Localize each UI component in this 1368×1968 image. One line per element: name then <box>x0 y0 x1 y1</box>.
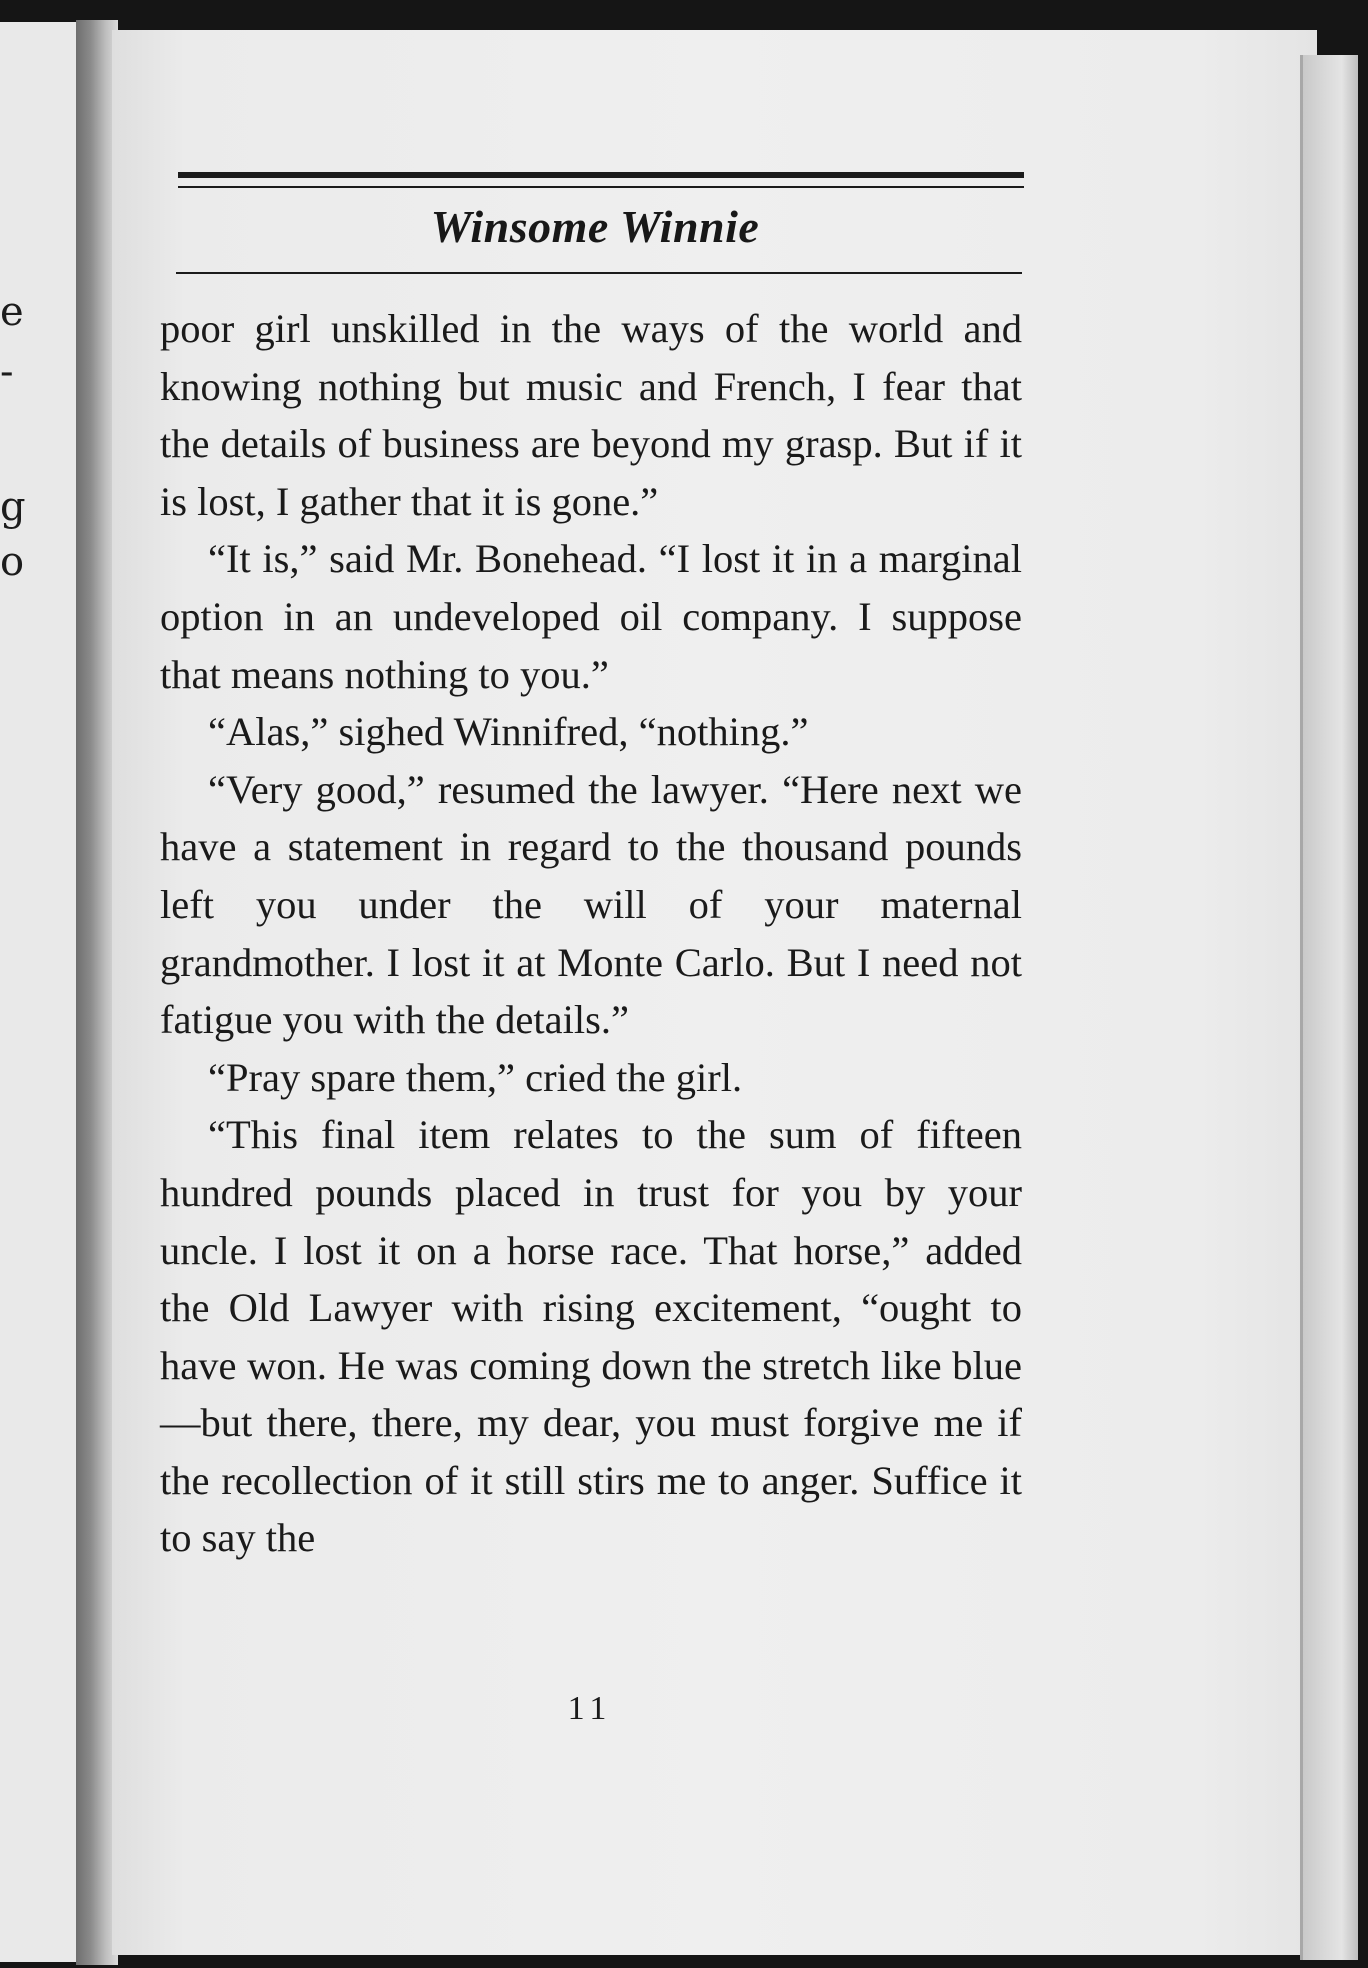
paragraph: “Very good,” resumed the lawyer. “Here next we have a statement in regard to the thousand pounds left you under the will of your maternal grandmother. I lost it at Monte Carlo. But I need not fatigue you with the details.” <box>160 766 1022 1043</box>
left-page-fragment: e <box>0 289 24 335</box>
paragraph: “Alas,” sighed Winnifred, “nothing.” <box>208 709 809 755</box>
left-facing-page <box>0 22 88 1962</box>
left-page-fragment: g <box>0 484 26 530</box>
page-number: 11 <box>567 1690 613 1727</box>
header-rule-thick <box>178 172 1024 178</box>
left-page-fragment: o <box>0 539 25 585</box>
paragraph: “This final item relates to the sum of fifteen hundred pounds placed in trust for you by your uncle. I lost it on a horse race. That horse,” added the Old Lawyer with rising excitement, “ought to have won. He was coming down the stretch like blue—but there, there, my dear, you must forgive me if the recollection of it still stirs me to anger. Suffice it to say the <box>160 1112 1022 1561</box>
left-page-fragment: - <box>0 349 14 395</box>
paragraph: “Pray spare them,” cried the girl. <box>208 1054 743 1100</box>
header-rule-thin <box>178 186 1024 188</box>
header-underline-rule <box>176 272 1022 274</box>
page-block-edge <box>1300 55 1358 1960</box>
paragraph: poor girl unskilled in the ways of the world and knowing nothing but music and French, I fear that the details of business are beyond my grasp. But if it is lost, I gather that it is gone.” <box>160 306 1022 524</box>
running-head: Winsome Winnie <box>430 201 760 252</box>
paragraph: “It is,” said Mr. Bonehead. “I lost it in a marginal option in an undeveloped oil company. I suppose that means nothing to you.” <box>160 536 1022 697</box>
body-text <box>160 300 1022 1567</box>
